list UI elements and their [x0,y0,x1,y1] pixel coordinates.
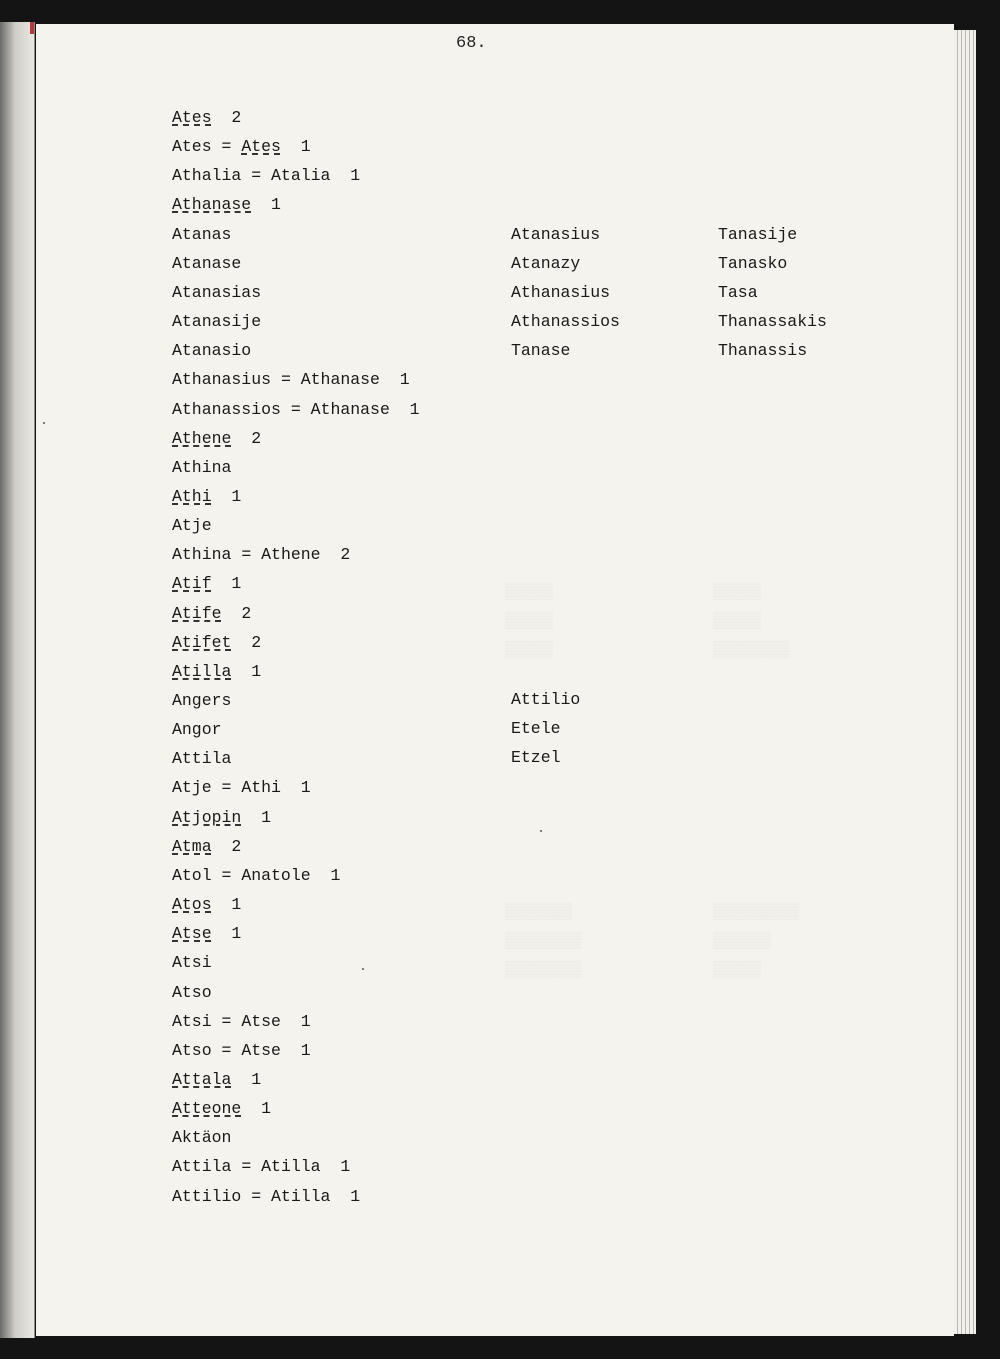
index-entry [172,836,241,858]
entry-reference: Atse [241,1012,281,1031]
entry-count: 1 [300,778,311,797]
index-entry [172,1011,311,1033]
index-entry [172,165,360,187]
entry-reference: Atilla [271,1187,331,1206]
index-entry [172,661,261,683]
variant-name: Atanasius [511,225,601,244]
index-entry [172,952,212,974]
entry-name: Atje [172,516,212,535]
entry-count: 1 [261,808,272,827]
equals-sign: = [221,1041,232,1060]
entry-name: Ates [172,108,212,127]
equals-sign: = [221,866,232,885]
entry-count: 2 [251,429,262,448]
bleed-through-text: ▒▒▒▒▒▒▒▒ [713,641,790,659]
index-entry [172,311,261,333]
entry-name: Atilla [172,662,232,681]
bleed-through-text: ▒▒▒▒▒▒▒▒▒ [713,903,800,921]
bleed-through-text: ▒▒▒▒▒ [713,583,762,601]
variant-name: Atanazy [511,254,581,273]
index-entry [172,340,251,362]
index-entry [172,428,261,450]
entry-name: Ates [172,137,212,156]
entry-name: Atse [172,924,212,943]
entry-reference: Athi [241,778,281,797]
entry-name: Atanasije [172,312,262,331]
equals-sign: = [221,778,232,797]
bleed-through-text: ▒▒▒▒▒▒▒ [505,903,573,921]
entry-name: Atsi [172,953,212,972]
entry-count: 2 [251,633,262,652]
entry-count: 1 [399,370,410,389]
entry-reference: Anatole [241,866,311,885]
equals-sign: = [221,1012,232,1031]
entry-name: Athene [172,429,232,448]
variant-name: Etzel [511,748,561,767]
index-entry [172,224,231,246]
index-entry [172,1127,231,1149]
entry-count: 1 [231,487,242,506]
entry-count: 1 [409,400,420,419]
entry-name: Atanasias [172,283,262,302]
bleed-through-text: ▒▒▒▒▒ [505,583,554,601]
entry-count: 1 [350,166,361,185]
entry-count: 2 [340,545,351,564]
variant-name: Tanasko [718,254,788,273]
index-entry [172,399,420,421]
index-entry [172,1186,360,1208]
entry-name: Attala [172,1070,232,1089]
entry-reference: Athene [261,545,321,564]
entry-name: Atje [172,778,212,797]
index-entry [172,777,311,799]
entry-name: Atanas [172,225,232,244]
entry-name: Attila [172,749,232,768]
index-entry [172,486,241,508]
index-entry [172,1040,311,1062]
index-entry [172,894,241,916]
entry-count: 1 [330,866,341,885]
paper-speck [540,830,542,832]
bleed-through-text: ▒▒▒▒▒ [713,961,762,979]
entry-name: Atanase [172,254,242,273]
entry-count: 1 [261,1099,272,1118]
entry-name: Athanassios [172,400,281,419]
entry-name: Angers [172,691,232,710]
index-entry [172,1098,271,1120]
entry-count: 1 [300,1012,311,1031]
index-entry [172,544,350,566]
index-entry [172,719,222,741]
index-entry [172,603,251,625]
index-entry [172,194,281,216]
equals-sign: = [280,370,291,389]
equals-sign: = [290,400,301,419]
entry-name: Atanasio [172,341,252,360]
entry-count: 1 [231,924,242,943]
index-entry [172,515,212,537]
equals-sign: = [221,137,232,156]
entry-name: Atif [172,574,212,593]
entry-name: Atteone [172,1099,242,1118]
index-entry [172,982,212,1004]
entry-name: Atifet [172,633,232,652]
bleed-through-text: ▒▒▒▒▒▒▒▒ [505,932,582,950]
bleed-through-text: ▒▒▒▒▒ [713,612,762,630]
index-entry [172,923,241,945]
index-entry [172,573,241,595]
entry-count: 1 [251,662,262,681]
previous-page-edge [0,22,35,1338]
index-entry [172,107,241,129]
entry-name: Atife [172,604,222,623]
entry-reference: Atse [241,1041,281,1060]
index-entry [172,1069,261,1091]
entry-name: Athanasius [172,370,272,389]
entry-name: Atso [172,983,212,1002]
entry-name: Attilio [172,1187,242,1206]
variant-name: Thanassis [718,341,808,360]
variant-name: Tasa [718,283,758,302]
entry-reference: Athanase [310,400,390,419]
paper-speck [43,422,45,424]
entry-name: Athanase [172,195,252,214]
entry-name: Attila [172,1157,232,1176]
entry-name: Angor [172,720,222,739]
index-entry [172,1156,350,1178]
entry-reference: Atilla [261,1157,321,1176]
index-entry [172,282,261,304]
index-entry [172,865,340,887]
entry-count: 1 [350,1187,361,1206]
equals-sign: = [251,1187,262,1206]
entry-name: Athina [172,545,232,564]
index-entry [172,369,410,391]
entry-count: 1 [271,195,281,214]
variant-name: Attilio [511,690,581,709]
index-entry [172,748,231,770]
entry-name: Aktäon [172,1128,232,1147]
bleed-through-text: ▒▒▒▒▒▒▒▒ [505,961,582,979]
entry-name: Athalia [172,166,242,185]
entry-name: Atsi [172,1012,212,1031]
index-entry [172,457,231,479]
entry-reference: Ates [241,137,281,156]
entry-count: 2 [241,604,252,623]
bookmark-ribbon [30,22,34,34]
variant-name: Athanassios [511,312,620,331]
paper-speck [362,968,364,970]
entry-name: Atol [172,866,212,885]
entry-count: 1 [231,574,242,593]
entry-name: Atos [172,895,212,914]
variant-name: Etele [511,719,561,738]
variant-name: Tanase [511,341,571,360]
entry-name: Atjopin [172,808,242,827]
entry-count: 1 [300,1041,311,1060]
entry-reference: Atalia [271,166,331,185]
equals-sign: = [241,1157,252,1176]
equals-sign: = [251,166,262,185]
variant-name: Athanasius [511,283,611,302]
variant-name: Thanassakis [718,312,827,331]
entry-count: 1 [300,137,311,156]
entry-reference: Athanase [300,370,380,389]
entry-count: 2 [231,108,242,127]
entry-count: 1 [251,1070,262,1089]
entry-name: Atma [172,837,212,856]
index-entry [172,632,261,654]
entry-name: Athina [172,458,232,477]
bleed-through-text: ▒▒▒▒▒ [505,641,554,659]
entry-count: 1 [231,895,242,914]
bleed-through-text: ▒▒▒▒▒ [505,612,554,630]
index-entry [172,136,311,158]
page-number: 68. [456,34,487,53]
entry-name: Atso [172,1041,212,1060]
entry-name: Athi [172,487,212,506]
index-entry [172,690,231,712]
entry-count: 2 [231,837,242,856]
index-entry [172,253,241,275]
variant-name: Tanasije [718,225,798,244]
entry-count: 1 [340,1157,351,1176]
equals-sign: = [241,545,252,564]
bleed-through-text: ▒▒▒▒▒▒ [713,932,771,950]
index-entry [172,807,271,829]
